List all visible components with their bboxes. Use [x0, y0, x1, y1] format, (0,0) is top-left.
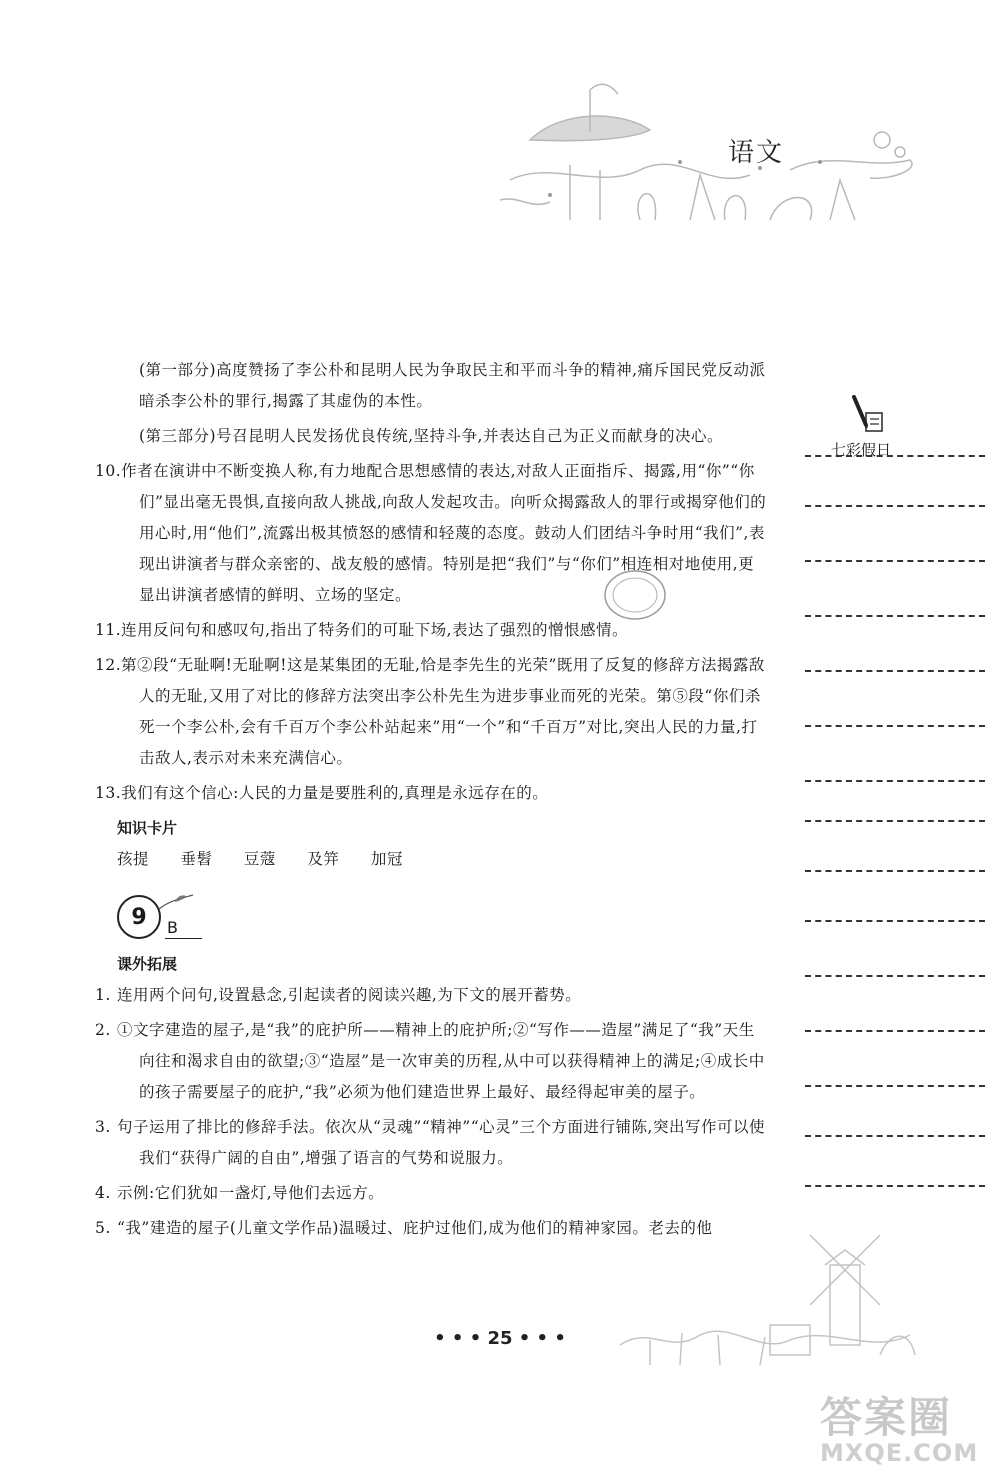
item-text: 示例:它们犹如一盏灯,导他们去远方。 [117, 1184, 385, 1202]
item-text: 连用两个问句,设置悬念,引起读者的阅读兴趣,为下文的展开蓄势。 [117, 986, 582, 1004]
page-number: • • • 25 • • • [434, 1328, 566, 1349]
note-line [805, 820, 985, 822]
stamp-seal-icon [600, 565, 670, 625]
item-text: 我们有这个信心:人民的力量是要胜利的,真理是永远存在的。 [121, 784, 549, 802]
note-line [805, 780, 985, 782]
summary-part-three: (第三部分)号召昆明人民发扬优良传统,坚持斗争,并表达自己为正义而献身的决心。 [139, 427, 723, 445]
note-line [805, 615, 985, 617]
summary-part-one: (第一部分)高度赞扬了李公朴和昆明人民为争取民主和平而斗争的精神,痛斥国民党反动派暗杀李公朴的罪行,揭露了其虚伪的本性。 [139, 361, 766, 410]
knowledge-word: 孩提 [117, 850, 150, 868]
answer-item-13 [95, 778, 767, 809]
watermark-url: MXQE.COM [820, 1439, 979, 1467]
item-text: 第②段“无耻啊!无耻啊!这是某集团的无耻,恰是李先生的光荣”既用了反复的修辞方法揭露敌人的无耻,又用了对比的修辞方法突出李公朴先生为进步事业而死的光荣。第⑤段“你们杀死一个李公朴,会有千百万个李公朴站起来”用“一个”和“千百万”对比,突出人民的力量,打击敌人,表示对未来充满信心。 [121, 656, 765, 767]
note-line [805, 1030, 985, 1032]
item-text: 连用反问句和感叹句,指出了特务们的可耻下场,表达了强烈的憎恨感情。 [121, 621, 629, 639]
knowledge-card-heading: 知识卡片 [117, 819, 178, 837]
knowledge-words [117, 844, 767, 875]
header-decoration-illustration [490, 70, 930, 240]
lesson-badge [117, 891, 767, 939]
windmill-illustration [610, 1205, 930, 1375]
note-line [805, 1085, 985, 1087]
watermark-logo-text: 答案圈 [820, 1393, 953, 1442]
notes-title: 七彩假日 [831, 441, 892, 459]
extension-item-5: 5. “我”建造的屋子(儿童文学作品)温暖过、庇护过他们,成为他们的精神家园。老去的他 [95, 1219, 713, 1237]
item-text: 作者在演讲中不断变换人称,有力地配合思想感情的表达,对敌人正面指斥、揭露,用“你”“你们”显出毫无畏惧,直接向敌人挑战,向敌人发起攻击。向听众揭露敌人的罪行或揭穿他们的用心时,用“他们”,流露出极其愤怒的感情和轻蔑的态度。鼓动人们团结斗争时用“我们”,表现出讲演者与群众亲密的、战友般的感情。特别是把“我们”与“你们”相连相对地使用,更显出讲演者感情的鲜明、立场的坚定。 [121, 462, 767, 604]
knowledge-word: 加冠 [370, 850, 403, 868]
answer-content [95, 355, 767, 1248]
extension-item-4: 4. 示例:它们犹如一盏灯,导他们去远方。 [95, 1184, 385, 1202]
note-line [805, 560, 985, 562]
note-line [805, 1185, 985, 1187]
leaf-sprig-icon [157, 891, 197, 911]
note-line [805, 920, 985, 922]
note-line [805, 455, 985, 457]
note-line [805, 670, 985, 672]
extension-heading: 课外拓展 [117, 955, 178, 973]
lesson-number-badge: 9 [117, 895, 161, 939]
note-line [805, 870, 985, 872]
item-text: “我”建造的屋子(儿童文学作品)温暖过、庇护过他们,成为他们的精神家园。老去的他 [117, 1219, 713, 1237]
knowledge-word: 豆蔻 [243, 850, 276, 868]
extension-item-2: 2. ①文字建造的屋子,是“我”的庇护所——精神上的庇护所;②“写作——造屋”满足了“我”天生向往和渴求自由的欲望;③“造屋”是一次审美的历程,从中可以获得精神上的满足;④成长中的孩子需要屋子的庇护,“我”必须为他们建造世界上最好、最经得起审美的屋子。 [95, 1021, 765, 1101]
item-text: 句子运用了排比的修辞手法。依次从“灵魂”“精神”“心灵”三个方面进行铺陈,突出写作可以使我们“获得广阔的自由”,增强了语言的气势和说服力。 [117, 1118, 765, 1167]
pen-notepad-icon [850, 395, 888, 435]
item-number: 10. [95, 462, 122, 480]
item-number: 11. [95, 621, 122, 639]
answer-item-12 [95, 650, 767, 774]
extension-item-3: 3. 句子运用了排比的修辞手法。依次从“灵魂”“精神”“心灵”三个方面进行铺陈,突出写作可以使我们“获得广阔的自由”,增强了语言的气势和说服力。 [95, 1118, 765, 1167]
knowledge-word: 及笄 [307, 850, 340, 868]
lesson-level-letter: B [165, 918, 202, 939]
watermark-logo [820, 1385, 978, 1467]
extension-item-1: 1. 连用两个问句,设置悬念,引起读者的阅读兴趣,为下文的展开蓄势。 [95, 986, 582, 1004]
note-line [805, 725, 985, 727]
note-line [805, 975, 985, 977]
subject-title: 语文 [728, 138, 785, 168]
item-text: ①文字建造的屋子,是“我”的庇护所——精神上的庇护所;②“写作——造屋”满足了“我”天生向往和渴求自由的欲望;③“造屋”是一次审美的历程,从中可以获得精神上的满足;④成长中的孩子需要屋子的庇护,“我”必须为他们建造世界上最好、最经得起审美的屋子。 [117, 1021, 765, 1101]
item-number: 12. [95, 656, 122, 674]
note-line [805, 1135, 985, 1137]
item-number: 13. [95, 784, 122, 802]
knowledge-word: 垂髫 [180, 850, 213, 868]
note-line [805, 505, 985, 507]
